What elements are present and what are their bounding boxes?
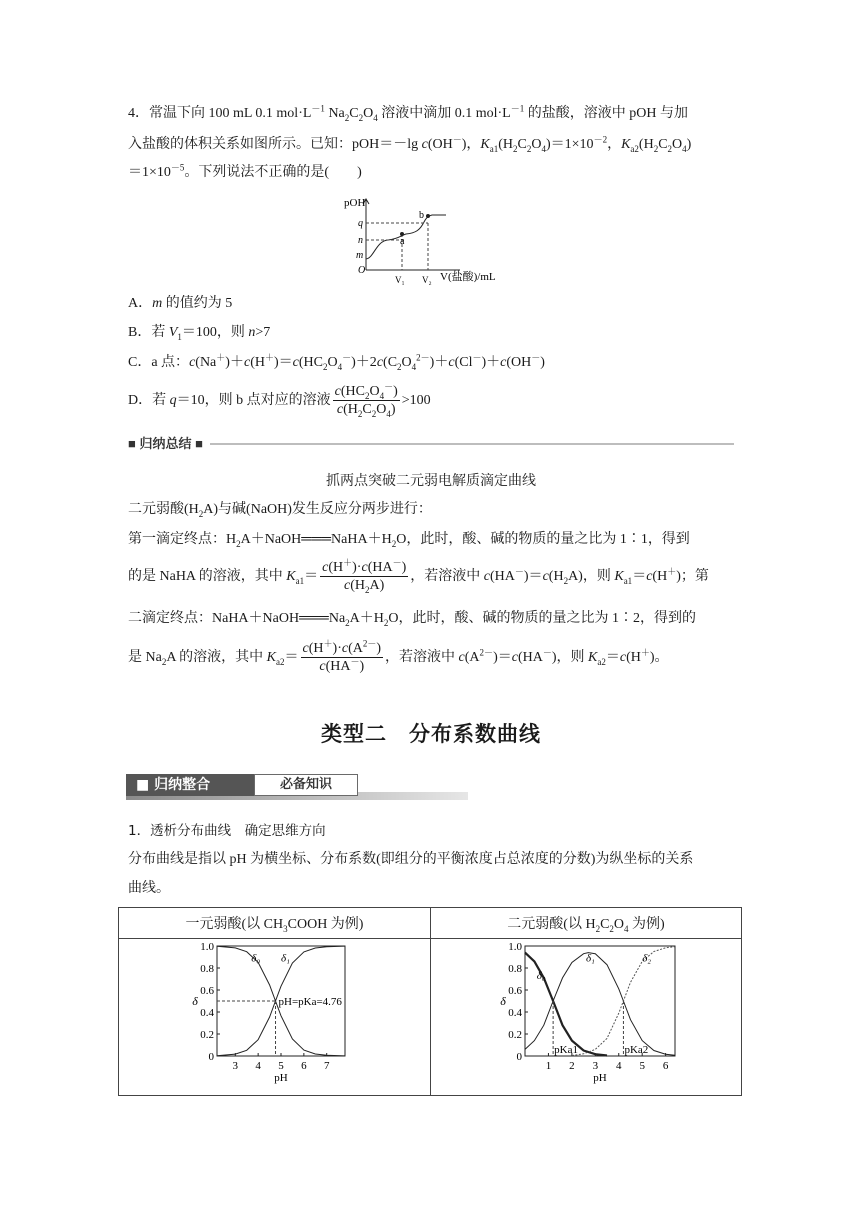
graph-m-mark: m: [356, 250, 364, 261]
section1-p2: 曲线。: [128, 881, 170, 896]
graph-origin: O: [358, 265, 366, 276]
graph-v1-mark: V₁: [395, 275, 405, 285]
y-tick-label: 0.4: [508, 1007, 522, 1019]
series-label: δ₁: [585, 952, 595, 965]
graph-x-label: V(盐酸)/mL: [440, 271, 496, 283]
pka2-annotation: pKa2: [624, 1044, 649, 1056]
graph-n-mark: n: [358, 235, 363, 246]
option-c: C．a 点：$c(Na^+)+c(H^+)=c(HC_2O_4^-)+2c(C_2O_4^{2-})+c(Cl^-)+c(OH^-)$: [128, 352, 545, 372]
section-banner: [126, 774, 468, 800]
section1-heading: 1．透析分布曲线 确定思维方向: [128, 823, 326, 839]
banner-dark-label: ■ 归纳整合: [126, 774, 254, 796]
y-axis-label: δ: [500, 994, 506, 1008]
graph-y-label: pOH: [344, 197, 366, 209]
y-axis-label: δ: [192, 994, 198, 1008]
summary-p5: 是 $Na_2A$ 的溶液，其中 $K_{a2}=$ $\frac{c(H^+)\cdot c(A^{2-})}{c(HA^-)}$ ，若溶液中 $c(A^{2-})=c(HA^-)$，则 $K_{a2}=c(H^+)$。: [128, 638, 669, 675]
summary-p3: 的是 NaHA 的溶液，其中 $K_{a1}=$ $\frac{c(H^+)\cdot c(HA^-)}{c(H_2A)}$ ，若溶液中 $c(HA^-)=c(H_2A)$，则 $K_{a1}=c(H^+)$；第: [128, 557, 709, 596]
series-line-0: [525, 953, 607, 1056]
x-axis-label: pH: [593, 1072, 607, 1084]
x-tick-label: 7: [323, 1060, 330, 1072]
chart-diprotic: [501, 942, 691, 1092]
pka-annotation: pH=pKa=4.76: [278, 996, 342, 1008]
question-line-1: 4．常温下向 100 mL 0.1 $mol\cdot L^{-1}$ $Na_2C_2O_4$ 溶液中滴加 0.1 $mol\cdot L^{-1}$ 的盐酸，溶液中 pOH 与加: [128, 103, 688, 123]
graph-point-b-label: b: [419, 210, 424, 221]
y-tick-label: 0.2: [508, 1029, 522, 1041]
graph-point-a-label: a: [400, 236, 405, 247]
y-tick-label: 0.8: [200, 963, 214, 975]
question-line-2: 入盐酸的体积关系如图所示。已知：pOH＝－lg c(OH－)，$K_{a1}(H_2C_2O_4)=1\times 10^{-2}$，$K_{a2}(H_2C_2O_4)$: [128, 134, 692, 154]
x-tick-label: 5: [278, 1060, 284, 1072]
table-cell-chart2: [431, 939, 742, 1096]
y-tick-label: 1.0: [508, 941, 522, 953]
y-tick-label: 1.0: [200, 941, 214, 953]
option-b: B．若 $V_1=100$，则 n>7: [128, 325, 271, 342]
series-line-1: [525, 953, 675, 1056]
point-b: [426, 214, 430, 218]
summary-bar-label: ■ 归纳总结 ■: [128, 436, 203, 451]
x-tick-label: 1: [545, 1060, 552, 1072]
x-tick-label: 5: [639, 1060, 645, 1072]
series-label: δ₀: [251, 952, 261, 965]
section1-p1: 分布曲线是指以 pH 为横坐标、分布系数(即组分的平衡浓度占总浓度的分数)为纵坐标的关系: [128, 852, 694, 867]
summary-title: 抓两点突破二元弱电解质滴定曲线: [326, 473, 536, 489]
summary-p2: 第一滴定终点：$H_2A+NaOH═══NaHA+H_2O$，此时，酸、碱的物质的量之比为 1∶1，得到: [128, 532, 690, 549]
y-tick-label: 0.8: [508, 963, 522, 975]
y-tick-label: 0.6: [508, 985, 522, 997]
table-cell-chart1: [119, 939, 431, 1096]
x-tick-label: 3: [592, 1060, 599, 1072]
plot-frame: [525, 946, 675, 1056]
pka1-annotation: pKa1: [554, 1044, 578, 1056]
x-axis-label: pH: [274, 1072, 288, 1084]
x-tick-label: 4: [255, 1060, 261, 1072]
y-tick-label: 0.6: [200, 985, 214, 997]
series-label: δ₂: [642, 952, 652, 965]
summary-bar: [128, 436, 734, 452]
graph-v2-mark: V₂: [422, 275, 432, 285]
summary-p4: 二滴定终点：$NaHA+NaOH═══Na_2A+H_2O$，此时，酸、碱的物质的量之比为 1∶2，得到的: [128, 611, 697, 628]
y-tick-label: 0: [208, 1051, 214, 1063]
option-d: D．若 q＝10，则 b 点对应的溶液 $\frac{c(HC_2O_4^-)}{c(H_2C_2O_4)}$ >100: [128, 381, 431, 420]
graph-q-mark: q: [358, 218, 363, 229]
option-a: A．m 的值约为 5: [128, 296, 233, 311]
banner-light-label: 必备知识: [254, 774, 358, 796]
poh-graph: [340, 194, 540, 286]
chart-monoprotic: [187, 942, 387, 1092]
summary-p1: 二元弱酸$(H_2A)$与碱(NaOH)发生反应分两步进行：: [128, 502, 432, 519]
x-tick-label: 4: [616, 1060, 622, 1072]
series-label: δ₀: [536, 970, 546, 982]
y-tick-label: 0.4: [200, 1007, 214, 1019]
y-tick-label: 0.2: [200, 1029, 214, 1041]
x-tick-label: 3: [232, 1060, 239, 1072]
type-title: 类型二 分布系数曲线: [321, 722, 541, 746]
summary-rule: [210, 443, 734, 445]
x-tick-label: 2: [569, 1060, 575, 1072]
series-label: δ₁: [281, 952, 290, 965]
question-line-3: $=1\times 10^{-5}$。下列说法不正确的是( ): [128, 162, 362, 180]
x-tick-label: 6: [301, 1060, 307, 1072]
y-tick-label: 0: [516, 1051, 522, 1063]
table-header-monoprotic: 一元弱酸(以 $CH_3COOH$ 为例): [119, 908, 431, 939]
table-header-diprotic: 二元弱酸(以 $H_2C_2O_4$ 为例): [431, 908, 742, 939]
distribution-table: [118, 907, 742, 1096]
x-tick-label: 6: [662, 1060, 669, 1072]
